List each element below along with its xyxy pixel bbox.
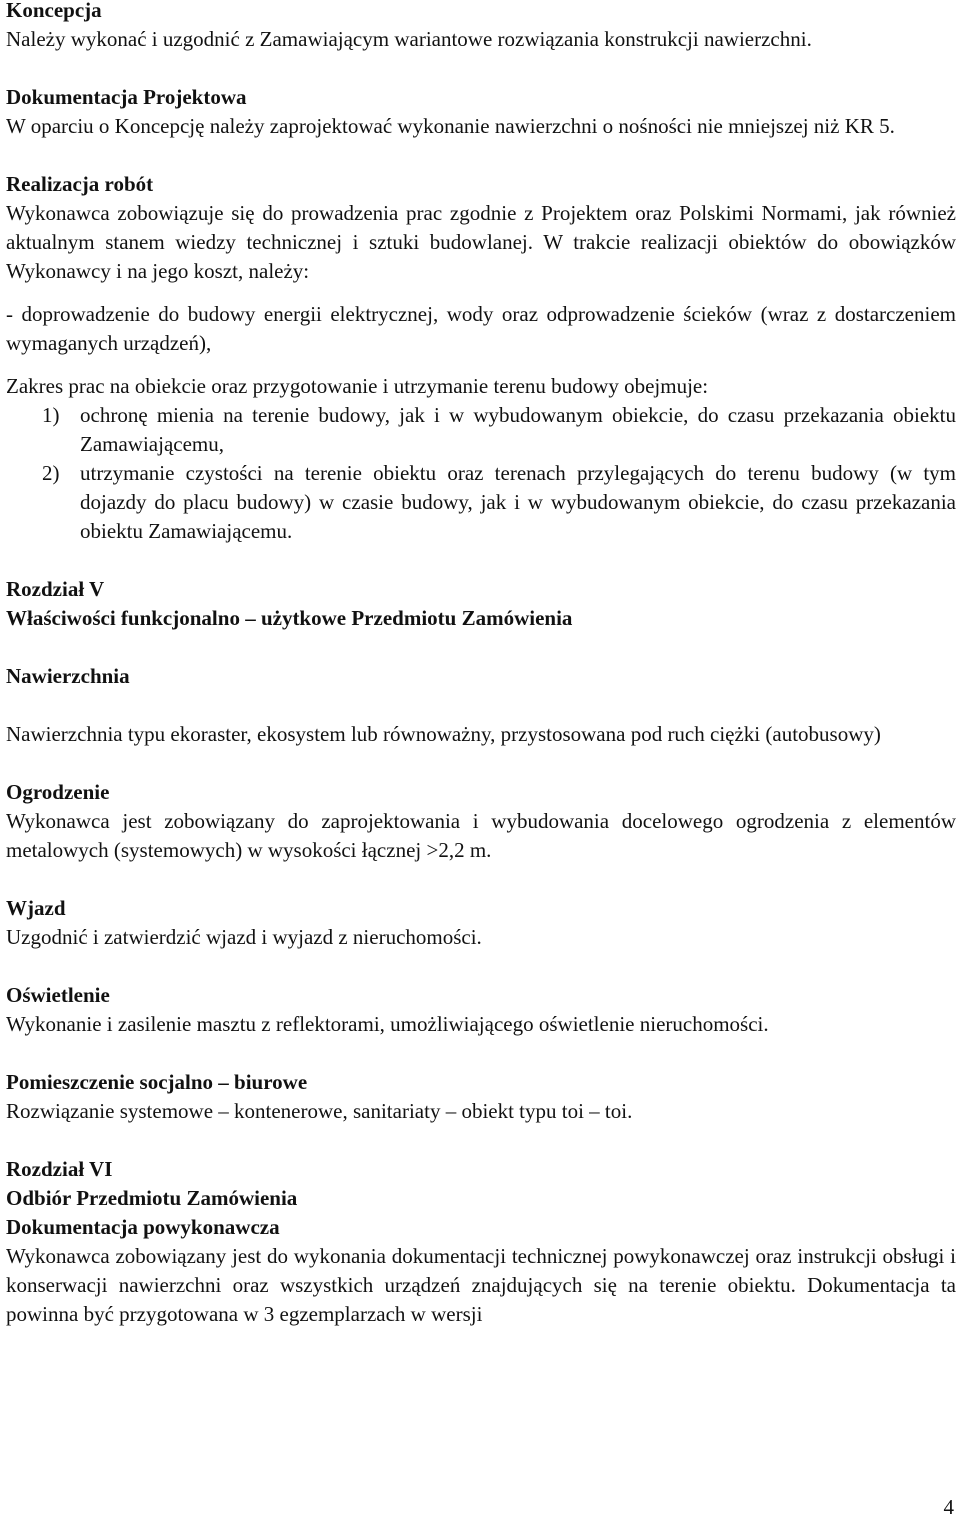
heading-koncepcja: Koncepcja — [6, 0, 102, 22]
heading-dokumentacja-powykonawcza: Dokumentacja powykonawcza — [6, 1215, 280, 1239]
chapter-subtitle-5: Właściwości funkcjonalno – użytkowe Przedmiotu Zamówienia — [6, 606, 573, 630]
chapter-title-6: Rozdział VI — [6, 1157, 113, 1181]
list-item — [6, 401, 956, 459]
list-item-text: utrzymanie czystości na terenie obiektu oraz terenach przylegających do terenu budowy (w tym dojazdy do placu budowy) w czasie budowy, jak i w wybudowanym obiekcie, do czasu przekazania obiektu Zamawiającemu. — [80, 461, 956, 543]
paragraph-dokumentacja-powykonawcza: Wykonawca zobowiązany jest do wykonania dokumentacji technicznej powykonawczej oraz instrukcji obsługi i konserwacji nawierzchni oraz wszystkich urządzeń znajdujących się na terenie obiektu. Dokumentacja ta powinna być przygotowana w 3 egzemplarzach w wersji — [6, 1244, 956, 1326]
paragraph-nawierzchnia: Nawierzchnia typu ekoraster, ekosystem lub równoważny, przystosowana pod ruch ciężki (autobusowy) — [6, 722, 881, 746]
list-item — [6, 459, 956, 546]
paragraph-pomieszczenie: Rozwiązanie systemowe – kontenerowe, sanitariaty – obiekt typu toi – toi. — [6, 1099, 633, 1123]
paragraph-oswietlenie: Wykonanie i zasilenie masztu z reflektorami, umożliwiającego oświetlenie nieruchomości. — [6, 1012, 769, 1036]
heading-wjazd: Wjazd — [6, 896, 66, 920]
paragraph-realizacja-2: - doprowadzenie do budowy energii elektrycznej, wody oraz odprowadzenie ścieków (wraz z dostarczeniem wymaganych urządzeń), — [6, 302, 956, 355]
heading-ogrodzenie: Ogrodzenie — [6, 780, 110, 804]
heading-realizacja: Realizacja robót — [6, 172, 154, 196]
paragraph-ogrodzenie: Wykonawca jest zobowiązany do zaprojektowania i wybudowania docelowego ogrodzenia z elementów metalowych (systemowych) w wysokości łącznej >2,2 m. — [6, 809, 956, 862]
paragraph-dokumentacja-projektowa: W oparciu o Koncepcję należy zaprojektować wykonanie nawierzchni o nośności nie mniejszej niż KR 5. — [6, 114, 895, 138]
chapter-subtitle-6: Odbiór Przedmiotu Zamówienia — [6, 1186, 298, 1210]
document-page — [6, 0, 956, 1329]
paragraph-koncepcja: Należy wykonać i uzgodnić z Zamawiającym wariantowe rozwiązania konstrukcji nawierzchni. — [6, 27, 812, 51]
paragraph-wjazd: Uzgodnić i zatwierdzić wjazd i wyjazd z nieruchomości. — [6, 925, 482, 949]
heading-nawierzchnia: Nawierzchnia — [6, 664, 130, 688]
list-item-text: ochronę mienia na terenie budowy, jak i w wybudowanym obiekcie, do czasu przekazania obiektu Zamawiającemu, — [80, 403, 956, 456]
paragraph-realizacja-1: Wykonawca zobowiązuje się do prowadzenia prac zgodnie z Projektem oraz Polskimi Normami, jak również aktualnym stanem wiedzy technicznej i sztuki budowlanej. W trakcie realizacji obiektów do obowiązków Wykonawcy i na jego koszt, należy: — [6, 201, 956, 283]
scope-list — [6, 401, 956, 546]
heading-pomieszczenie: Pomieszczenie socjalno – biurowe — [6, 1070, 308, 1094]
chapter-title-5: Rozdział V — [6, 577, 105, 601]
heading-oswietlenie: Oświetlenie — [6, 983, 110, 1007]
list-item-number: 1) — [42, 403, 60, 427]
list-item-number: 2) — [42, 461, 60, 485]
heading-dokumentacja-projektowa: Dokumentacja Projektowa — [6, 85, 247, 109]
paragraph-realizacja-3: Zakres prac na obiekcie oraz przygotowanie i utrzymanie terenu budowy obejmuje: — [6, 374, 709, 398]
page-number: 4 — [943, 1495, 954, 1519]
